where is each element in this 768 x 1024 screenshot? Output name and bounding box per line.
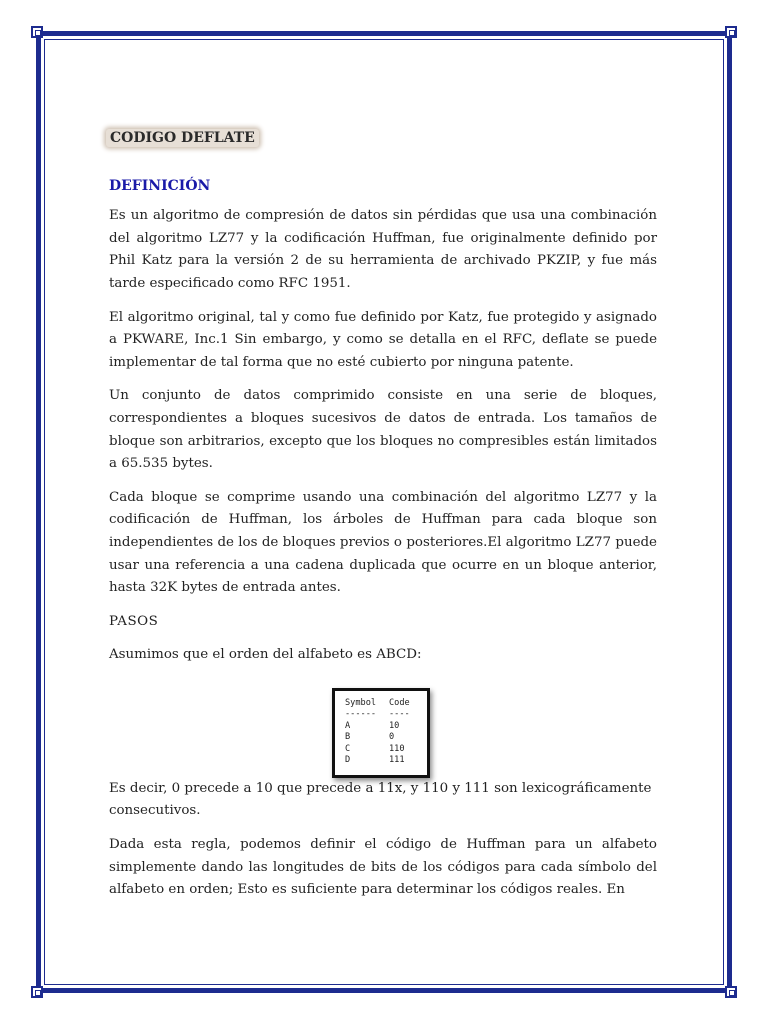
paragraph: Cada bloque se comprime usando una combinación del algoritmo LZ77 y la codificación de Huffman, los árboles de Huffman para cada bloque son independientes de los de bloques previos o posteriores.El algoritmo LZ77 puede usar una referencia a una cadena duplicada que ocurre en un bloque anterior, hasta 32K bytes de entrada antes. [109, 489, 657, 596]
code-table-row: C 110 [345, 743, 405, 754]
border-corner-ornament [31, 986, 43, 998]
border-corner-ornament [31, 26, 43, 38]
border-corner-ornament [725, 26, 737, 38]
document-title: CODIGO DEFLATE [106, 129, 259, 147]
alphabet-line: Asumimos que el orden del alfabeto es ABCD: [109, 647, 422, 663]
paragraph: El algoritmo original, tal y como fue definido por Katz, fue protegido y asignado a PKWARE, Inc.1 Sin embargo, y como se detalla en el RFC, deflate se puede implementar de tal forma que no esté cubierto por ninguna patente. [109, 309, 657, 370]
paragraph: Dada esta regla, podemos definir el código de Huffman para un alfabeto simplemente dando las longitudes de bits de los códigos para cada símbolo del alfabeto en orden; Esto es suficiente para determinar los códigos reales. En [109, 837, 657, 898]
code-table-row: A 10 [345, 720, 400, 731]
paragraph: Es un algoritmo de compresión de datos sin pérdidas que usa una combinación del algoritmo LZ77 y la codificación Huffman, fue originalmente definido por Phil Katz para la versión 2 de su herramienta de archivado PKZIP, y fue más tarde especificado como RFC 1951. [109, 208, 657, 291]
code-table-row: D 111 [345, 755, 405, 766]
paragraph: Un conjunto de datos comprimido consiste en una serie de bloques, correspondientes a bloques sucesivos de datos de entrada. Los tamaños de bloque son arbitrarios, excepto que los bloques no compresibles están limitados a 65.535 bytes. [109, 388, 657, 472]
code-table-separator: ------ ---- [345, 709, 410, 720]
document-body [109, 128, 657, 913]
section-heading: DEFINICIÓN [109, 177, 211, 194]
pasos-label: PASOS [109, 613, 159, 629]
code-table-image [332, 688, 430, 778]
border-corner-ornament [725, 986, 737, 998]
code-table-row: B 0 [345, 732, 395, 743]
code-table-header: Symbol Code [345, 698, 410, 708]
paragraph: Es decir, 0 precede a 10 que precede a 11x, y 110 y 111 son lexicográficamente consecutivos. [109, 780, 652, 819]
